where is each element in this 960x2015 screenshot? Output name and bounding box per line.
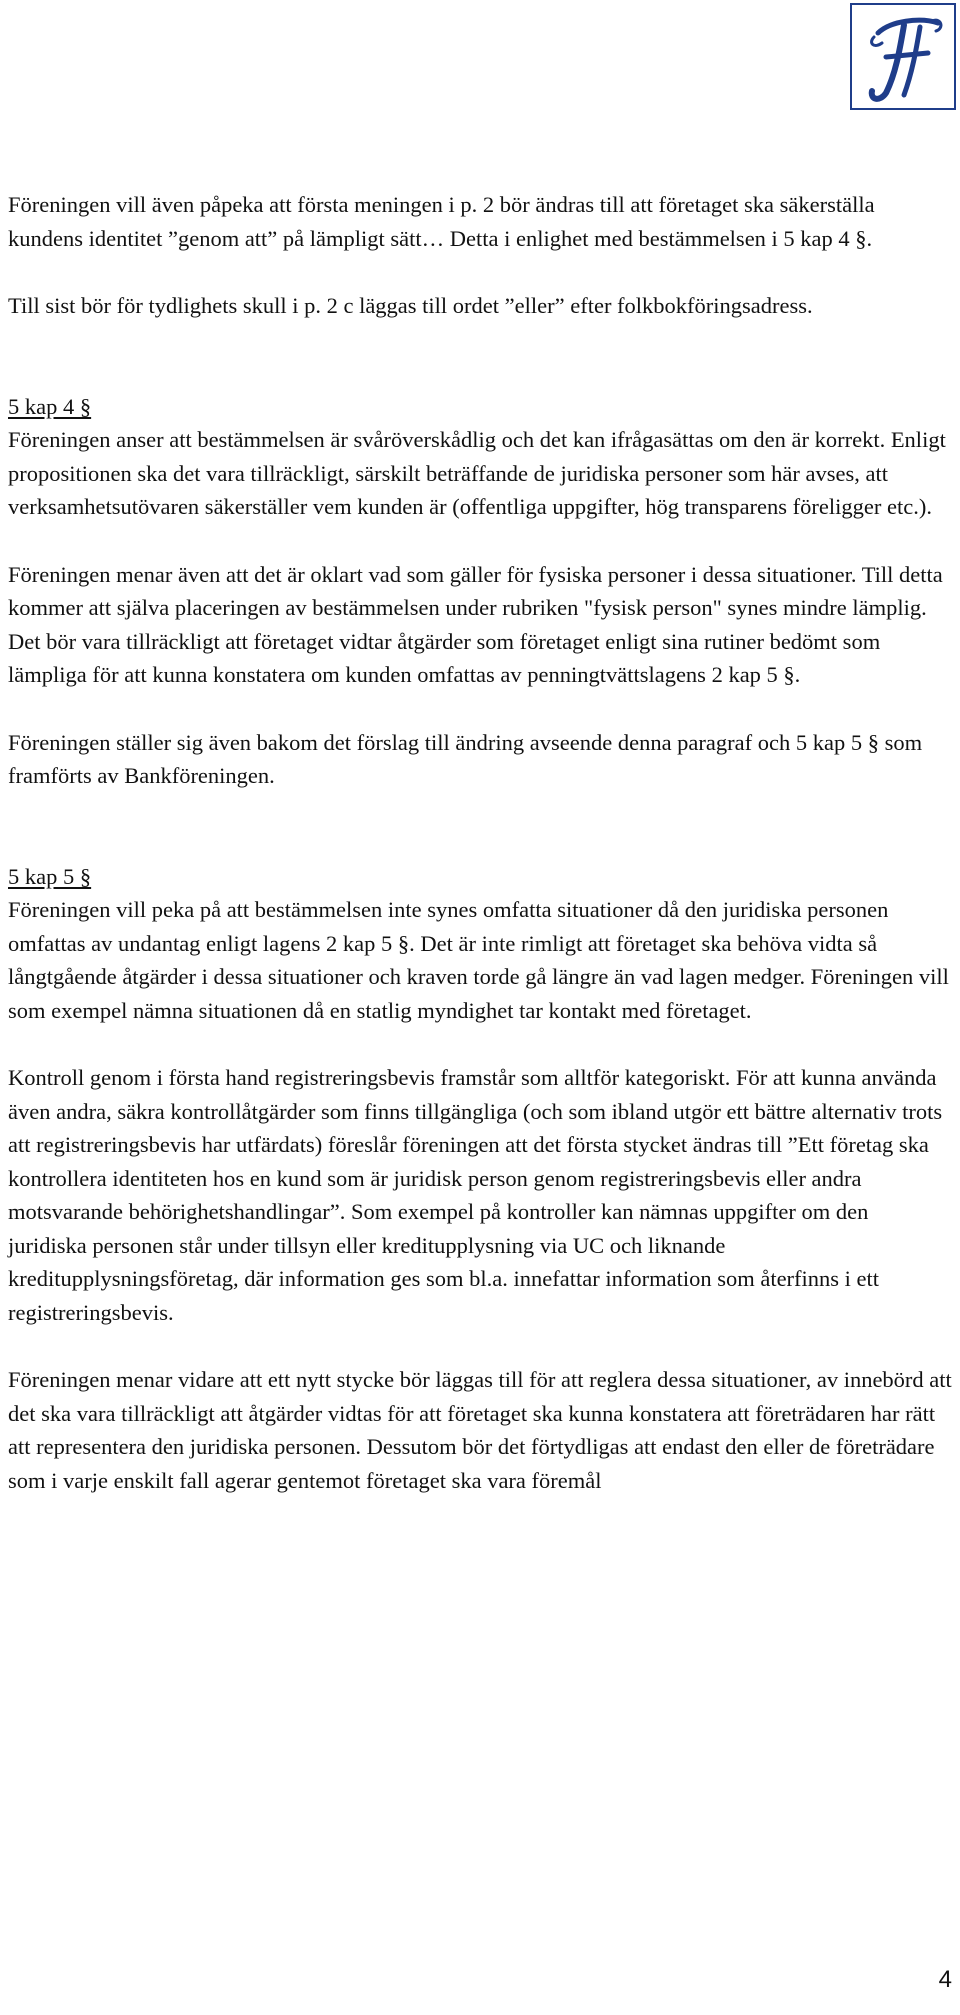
paragraph: Föreningen vill även påpeka att första meningen i p. 2 bör ändras till att företaget ska säkerställa kundens identitet ”genom att” på lämpligt sätt… Detta i enlighet med bestämmelsen i 5 kap 4 §. bbox=[8, 192, 875, 251]
ff-monogram-logo bbox=[850, 3, 956, 110]
section-heading-5-kap-5: 5 kap 5 § bbox=[8, 863, 92, 889]
paragraph: Kontroll genom i första hand registreringsbevis framstår som alltför kategoriskt. För att kunna använda även andra, säkra kontrollåtgärder som finns tillgängliga (och som ibland utgör ett bättre alternativ trots att registreringsbevis har utfärdats) föreslår föreningen att det första stycket ändras till ”Ett företag ska kontrollera identiteten hos en kund som är juridisk person genom registreringsbevis eller andra motsvarande behörighetshandlingar”. Som exempel på kontroller kan nämnas uppgifter om den juridiska personen står under tillsyn eller kreditupplysning via UC och liknande kreditupplysningsföretag, där information ges som bl.a. innefattar information som återfinns i ett registreringsbevis. bbox=[8, 1065, 943, 1325]
letter-body bbox=[8, 188, 952, 1497]
section-heading-5-kap-4: 5 kap 4 § bbox=[8, 393, 92, 419]
paragraph: Föreningen vill peka på att bestämmelsen inte synes omfatta situationer då den juridiska personen omfattas av undantag enligt lagens 2 kap 5 §. Det är inte rimligt att företaget ska behöva vidta så långtgående åtgärder i dessa situationer och kraven torde gå längre än vad lagen medger. Föreningen vill som exempel nämna situationen då en statlig myndighet tar kontakt med företaget. bbox=[8, 897, 949, 1023]
paragraph: Föreningen menar vidare att ett nytt stycke bör läggas till för att reglera dessa situationer, av innebörd att det ska vara tillräckligt att åtgärder vidtas för att företaget ska kunna konstatera att företrädaren har rätt att representera den juridiska personen. Dessutom bör det förtydligas att endast den eller de företrädare som i varje enskilt fall agerar gentemot företaget ska vara föremål bbox=[8, 1367, 952, 1493]
page-number: 4 bbox=[938, 1966, 952, 1993]
paragraph: Föreningen ställer sig även bakom det förslag till ändring avseende denna paragraf och 5 kap 5 § som framförts av Bankföreningen. bbox=[8, 729, 923, 788]
paragraph: Föreningen menar även att det är oklart vad som gäller för fysiska personer i dessa situationer. Till detta kommer att själva placeringen av bestämmelsen under rubriken "fysisk person" synes mindre lämplig. Det bör vara tillräckligt att företaget vidtar åtgärder som företaget enligt sina rutiner bedömt som lämpliga för att kunna konstatera om kunden omfattas av penningtvättslagens 2 kap 5 §. bbox=[8, 561, 943, 687]
paragraph: Föreningen anser att bestämmelsen är svåröverskådlig och det kan ifrågasättas om den är korrekt. Enligt propositionen ska det vara tillräckligt, särskilt beträffande de juridiska personer som här avses, att verksamhetsutövaren säkerställer vem kunden är (offentliga uppgifter, hög transparens föreligger etc.). bbox=[8, 427, 946, 519]
paragraph: Till sist bör för tydlighets skull i p. 2 c läggas till ordet ”eller” efter folkbokföringsadress. bbox=[8, 293, 813, 318]
